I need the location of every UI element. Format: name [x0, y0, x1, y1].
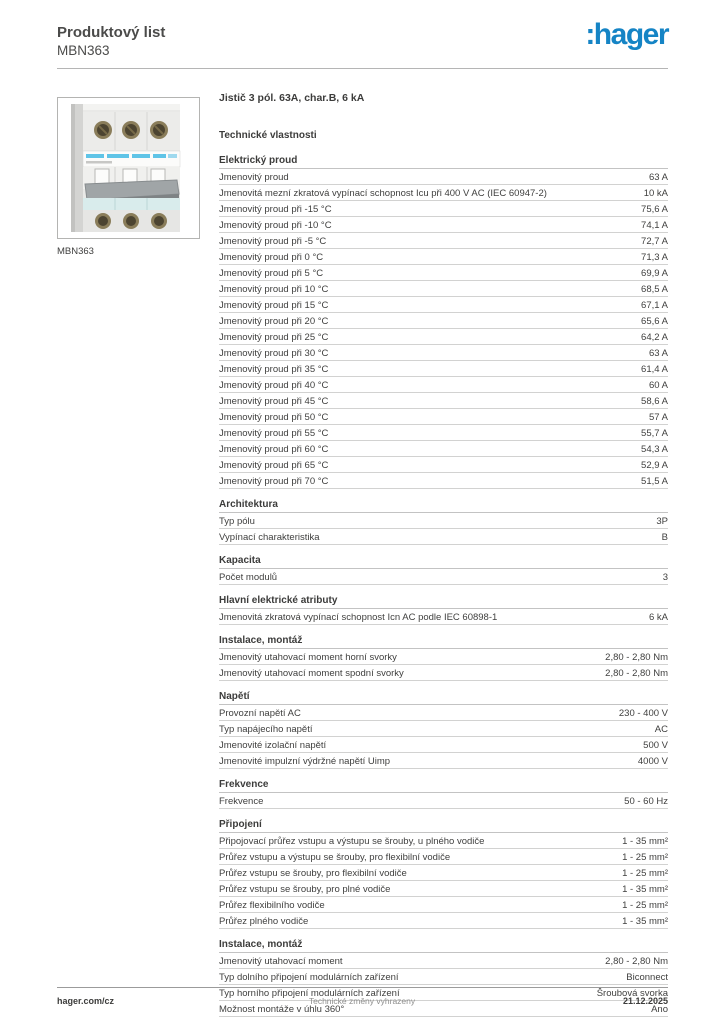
spec-row-value: 230 - 400 V [618, 707, 668, 719]
spec-row [219, 345, 668, 361]
spec-row-label: Jmenovitý proud při -5 °C [219, 235, 327, 247]
spec-section [219, 819, 668, 929]
spec-row-label: Možnost montáže v úhlu 360° [219, 1003, 345, 1015]
spec-row-label: Vypínací charakteristika [219, 531, 320, 543]
spec-row-label: Počet modulů [219, 571, 278, 583]
spec-row-value: 52,9 A [641, 459, 668, 471]
spec-section [219, 635, 668, 681]
spec-row-value: 60 A [648, 379, 668, 391]
spec-section [219, 155, 668, 489]
footer-website-link[interactable]: hager.com/cz [57, 996, 115, 1006]
spec-row-value: 6 kA [648, 611, 668, 623]
spec-row-value: 10 kA [643, 187, 668, 199]
spec-row [219, 201, 668, 217]
spec-row-label: Jmenovité izolační napětí [219, 739, 327, 751]
spec-row [219, 721, 668, 737]
spec-row-label: Jmenovitý utahovací moment [219, 955, 343, 967]
spec-row-value: 1 - 25 mm² [622, 867, 668, 879]
spec-row-label: Jmenovitý proud při 40 °C [219, 379, 329, 391]
spec-row-value: 1 - 35 mm² [622, 915, 668, 927]
spec-section-title: Hlavní elektrické atributy [219, 595, 668, 609]
spec-row-label: Jmenovitý proud při 50 °C [219, 411, 329, 423]
spec-row [219, 609, 668, 625]
spec-section-title: Architektura [219, 499, 668, 513]
spec-row [219, 513, 668, 529]
spec-row-value: 74,1 A [641, 219, 668, 231]
spec-row-label: Jmenovité impulzní výdržné napětí Uimp [219, 755, 391, 767]
spec-row-value: 1 - 25 mm² [622, 851, 668, 863]
spec-row [219, 737, 668, 753]
spec-row [219, 281, 668, 297]
spec-row-label: Jmenovitý proud při 35 °C [219, 363, 329, 375]
spec-row-value: 2,80 - 2,80 Nm [605, 955, 668, 967]
spec-section-title: Instalace, montáž [219, 939, 668, 953]
footer-divider [57, 987, 668, 988]
spec-row-value: Šroubová svorka [596, 987, 668, 999]
spec-row-value: 72,7 A [641, 235, 668, 247]
spec-row-label: Jmenovitý proud při 0 °C [219, 251, 324, 263]
spec-row [219, 865, 668, 881]
spec-row [219, 665, 668, 681]
spec-row [219, 529, 668, 545]
spec-row-value: 1 - 35 mm² [622, 835, 668, 847]
spec-sections [219, 155, 668, 1017]
spec-row-value: 69,9 A [641, 267, 668, 279]
hager-logo: :hager [585, 18, 668, 51]
spec-row [219, 457, 668, 473]
footer-date: 21.12.2025 [622, 996, 668, 1006]
spec-row [219, 329, 668, 345]
spec-row-label: Jmenovitý proud při 30 °C [219, 347, 329, 359]
spec-row-label: Typ horního připojení modulárních zařízení [219, 987, 400, 999]
spec-row [219, 297, 668, 313]
product-image [57, 97, 200, 239]
spec-section-title: Elektrický proud [219, 155, 668, 169]
spec-row-label: Jmenovitý proud při 55 °C [219, 427, 329, 439]
spec-row [219, 753, 668, 769]
spec-row-label: Frekvence [219, 795, 264, 807]
spec-section-title: Připojení [219, 819, 668, 833]
product-image-caption: MBN363 [57, 246, 94, 257]
spec-row-value: 75,6 A [641, 203, 668, 215]
doc-header [57, 24, 165, 59]
spec-row [219, 361, 668, 377]
header-divider [57, 68, 668, 69]
spec-row-label: Jmenovitý proud při 60 °C [219, 443, 329, 455]
spec-row [219, 169, 668, 185]
tech-properties-heading: Technické vlastnosti [219, 130, 317, 141]
spec-row [219, 217, 668, 233]
spec-row-value: B [661, 531, 668, 543]
spec-row [219, 969, 668, 985]
spec-row-label: Typ pólu [219, 515, 255, 527]
spec-row-label: Jmenovitý proud při 20 °C [219, 315, 329, 327]
spec-row [219, 833, 668, 849]
spec-row-value: Ano [651, 1003, 668, 1015]
spec-row-label: Jmenovitý proud při -10 °C [219, 219, 332, 231]
spec-row-label: Jmenovitý proud [219, 171, 289, 183]
spec-row-value: 500 V [643, 739, 668, 751]
spec-row [219, 377, 668, 393]
spec-row [219, 705, 668, 721]
spec-row-value: 61,4 A [641, 363, 668, 375]
spec-section-title: Napětí [219, 691, 668, 705]
spec-row-value: Biconnect [626, 971, 668, 983]
spec-row-value: 63 A [648, 171, 668, 183]
spec-row [219, 649, 668, 665]
spec-row-value: 1 - 35 mm² [622, 883, 668, 895]
spec-section-title: Kapacita [219, 555, 668, 569]
spec-row-label: Průřez flexibilního vodiče [219, 899, 325, 911]
spec-row-value: 2,80 - 2,80 Nm [605, 667, 668, 679]
spec-row-value: 51,5 A [641, 475, 668, 487]
spec-section [219, 691, 668, 769]
spec-row [219, 897, 668, 913]
spec-row-label: Jmenovitý utahovací moment spodní svorky [219, 667, 404, 679]
spec-row-value: 68,5 A [641, 283, 668, 295]
spec-row-value: 4000 V [637, 755, 668, 767]
spec-row [219, 913, 668, 929]
spec-row [219, 793, 668, 809]
spec-row-label: Jmenovitý proud při 5 °C [219, 267, 324, 279]
spec-row-value: 63 A [648, 347, 668, 359]
spec-row-label: Jmenovitý proud při 70 °C [219, 475, 329, 487]
spec-row-value: 57 A [648, 411, 668, 423]
spec-row-value: 65,6 A [641, 315, 668, 327]
spec-row [219, 473, 668, 489]
bottom-screws [95, 213, 167, 229]
spec-row-value: 55,7 A [641, 427, 668, 439]
spec-row-value: 54,3 A [641, 443, 668, 455]
spec-row [219, 569, 668, 585]
spec-row-value: AC [654, 723, 668, 735]
circuit-breaker-illustration [58, 98, 199, 238]
spec-row-label: Průřez vstupu a výstupu se šrouby, pro flexibilní vodiče [219, 851, 451, 863]
spec-row-label: Typ napájecího napětí [219, 723, 313, 735]
spec-section [219, 555, 668, 585]
spec-row-label: Jmenovitý proud při 15 °C [219, 299, 329, 311]
spec-row [219, 881, 668, 897]
spec-row [219, 425, 668, 441]
spec-row-value: 3 [662, 571, 668, 583]
spec-row-label: Jmenovitý proud při 65 °C [219, 459, 329, 471]
doc-title: Produktový list [57, 24, 166, 41]
spec-row [219, 249, 668, 265]
spec-row-label: Typ dolního připojení modulárních zařízení [219, 971, 399, 983]
spec-row-label: Jmenovitý proud při 25 °C [219, 331, 329, 343]
spec-row [219, 849, 668, 865]
spec-row-label: Provozní napětí AC [219, 707, 301, 719]
spec-row [219, 953, 668, 969]
spec-row [219, 313, 668, 329]
footer-disclaimer: Technické změny vyhrazeny [308, 996, 416, 1006]
spec-row-value: 1 - 25 mm² [622, 899, 668, 911]
doc-model: MBN363 [57, 43, 110, 58]
spec-row-value: 71,3 A [641, 251, 668, 263]
spec-section-title: Instalace, montáž [219, 635, 668, 649]
spec-row-value: 58,6 A [641, 395, 668, 407]
spec-row-label: Jmenovitá zkratová vypínací schopnost Icn AC podle IEC 60898-1 [219, 611, 498, 623]
spec-section [219, 595, 668, 625]
spec-row-label: Připojovací průřez vstupu a výstupu se šrouby, u plného vodiče [219, 835, 485, 847]
spec-row [219, 233, 668, 249]
spec-row-label: Průřez plného vodiče [219, 915, 309, 927]
top-screws [94, 121, 168, 139]
product-title: Jistič 3 pól. 63A, char.B, 6 kA [219, 92, 365, 104]
spec-row [219, 393, 668, 409]
spec-row-label: Jmenovitý proud při 10 °C [219, 283, 329, 295]
spec-row-value: 3P [656, 515, 668, 527]
spec-row-value: 2,80 - 2,80 Nm [605, 651, 668, 663]
spec-row [219, 441, 668, 457]
spec-section [219, 779, 668, 809]
spec-row-label: Jmenovitá mezní zkratová vypínací schopnost Icu při 400 V AC (IEC 60947-2) [219, 187, 547, 199]
spec-section-title: Frekvence [219, 779, 668, 793]
spec-row-value: 64,2 A [641, 331, 668, 343]
spec-section [219, 499, 668, 545]
spec-row-value: 50 - 60 Hz [624, 795, 668, 807]
spec-row-label: Jmenovitý utahovací moment horní svorky [219, 651, 397, 663]
spec-row-label: Jmenovitý proud při -15 °C [219, 203, 332, 215]
spec-row-label: Průřez vstupu se šrouby, pro flexibilní vodiče [219, 867, 407, 879]
spec-row [219, 265, 668, 281]
content-column [219, 92, 668, 1017]
spec-row [219, 185, 668, 201]
spec-row [219, 409, 668, 425]
spec-row-label: Jmenovitý proud při 45 °C [219, 395, 329, 407]
spec-row-value: 67,1 A [641, 299, 668, 311]
spec-row-label: Průřez vstupu se šrouby, pro plné vodiče [219, 883, 391, 895]
